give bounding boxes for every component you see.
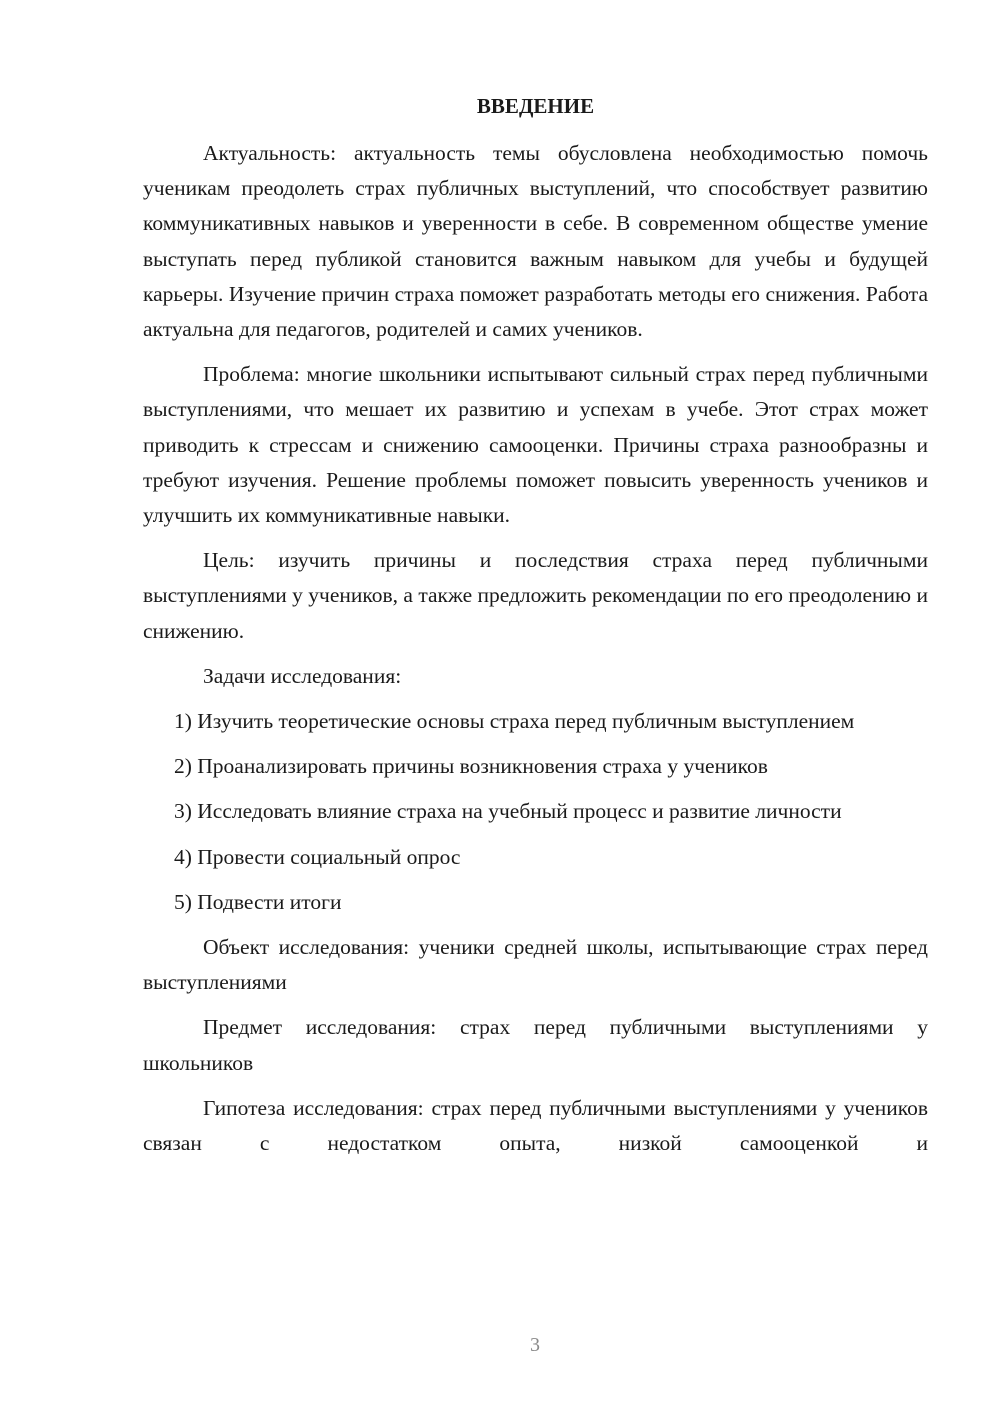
task-item-5: 5) Подвести итоги bbox=[174, 889, 342, 914]
task-item-2: 2) Проанализировать причины возникновения страха у учеников bbox=[174, 754, 768, 779]
task-item-4: 4) Провести социальный опрос bbox=[174, 844, 461, 869]
task-item-1: 1) Изучить теоретические основы страха перед публичным выступлением bbox=[174, 709, 855, 734]
document-page bbox=[143, 92, 928, 1196]
tasks-heading: Задачи исследования: bbox=[203, 663, 402, 688]
paragraph-subject: Предмет исследования: страх перед публичными выступлениями у школьников bbox=[143, 1015, 928, 1075]
page-title: ВВЕДЕНИЕ bbox=[476, 94, 595, 118]
paragraph-problem: Проблема: многие школьники испытывают сильный страх перед публичными выступлениями, что мешает их развитию и успехам в учебе. Этот страх может приводить к стрессам и снижению самооценки. Причины страха разнообразны и требуют изучения. Решение проблемы поможет повысить уверенность учеников и улучшить их коммуникативные навыки. bbox=[143, 362, 928, 528]
paragraph-relevance: Актуальность: актуальность темы обусловлена необходимостью помочь ученикам преодолеть страх публичных выступлений, что способствует развитию коммуникативных навыков и уверенности в себе. В современном обществе умение выступать перед публикой становится важным навыком для учебы и будущей карьеры. Изучение причин страха поможет разработать методы его снижения. Работа актуальна для педагогов, родителей и самих учеников. bbox=[143, 141, 928, 342]
paragraph-goal: Цель: изучить причины и последствия страха перед публичными выступлениями у учеников, а также предложить рекомендации по его преодолению и снижению. bbox=[143, 548, 928, 643]
paragraph-object: Объект исследования: ученики средней школы, испытывающие страх перед выступлениями bbox=[143, 935, 928, 995]
task-item-3: 3) Исследовать влияние страха на учебный процесс и развитие личности bbox=[174, 799, 842, 824]
page-number: 3 bbox=[530, 1334, 540, 1356]
paragraph-hypothesis: Гипотеза исследования: страх перед публичными выступлениями у учеников связан с недостатком опыта, низкой самооценкой и bbox=[143, 1095, 928, 1156]
